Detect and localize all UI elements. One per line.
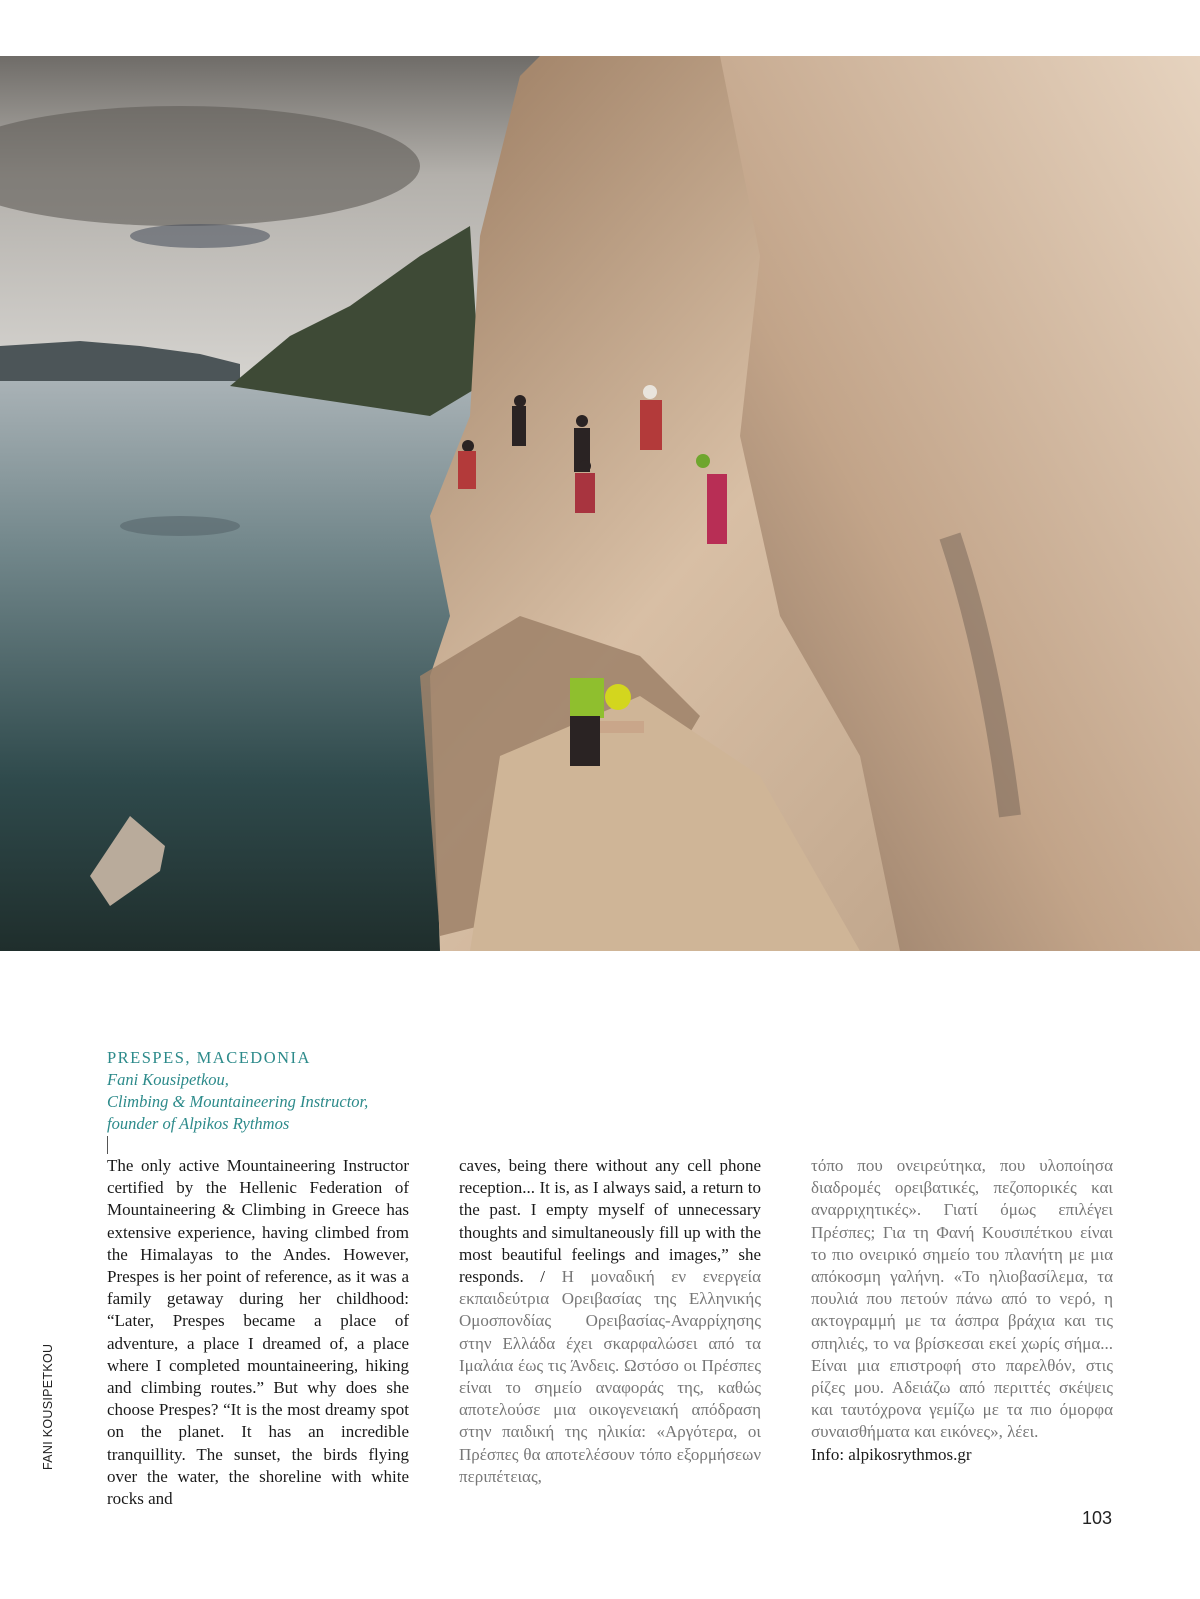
- greek-text: Η μοναδική εν ενεργεία εκπαιδεύτρια Ορειβασίας της Ελληνικής Ομοσπονδίας Ορειβασίας-Αναρρίχησης στην Ελλάδα έχει σκαρφαλώσει από τα Ιμαλάια έως τις Άνδεις. Ωστόσο οι Πρέσπες είναι το σημείο αναφοράς της, καθώς αποτελούσε μια οικογενειακή απόδραση στην παιδική της ηλικία: «Αργότερα, οι Πρέσπες θα αποτελέσουν τόπο εξορμήσεων περιπέτειας,: [459, 1267, 761, 1486]
- body-column-2: [459, 1155, 761, 1488]
- location-label: PRESPES, MACEDONIA: [107, 1048, 311, 1067]
- byline-title: Climbing & Mountaineering Instructor,: [107, 1092, 369, 1111]
- body-column-1: The only active Mountaineering Instructor certified by the Hellenic Federation of Mountaineering & Climbing in Greece has extensive experience, having climbed from the Himalayas to the Andes. However, Prespes is her point of reference, as it was a family getaway during her childhood: “Later, Prespes became a place of adventure, a place I dreamed of, a place where I completed mountaineering, hiking and climbing routes.” But why does she choose Prespes? “It is the most dreamy spot on the planet. It has an incredible tranquillity. The sunset, the birds flying over the water, the shoreline with white rocks and: [107, 1156, 409, 1509]
- article-header: [107, 1047, 427, 1154]
- photo-credit: FANI KOUSIPETKOU: [41, 1343, 55, 1470]
- hero-photo: [0, 56, 1200, 951]
- page-number: 103: [1081, 1508, 1112, 1528]
- byline-organization: founder of Alpikos Rythmos: [107, 1114, 290, 1133]
- climbers-cliff-lake-image: [0, 56, 1200, 951]
- greek-text: τόπο που ονειρεύτηκα, που υλοποίησα διαδρομές ορειβατικές, πεζοπορικές και αναρριχητικές». Γιατί όμως επιλέγει Πρέσπες; Για τη Φανή Κουσιπέτκου είναι το πιο ονειρικό σημείο του πλανήτη με μια απόκοσμη γαλήνη. «Το ηλιοβασίλεμα, τα πουλιά που πετούν πάνω από το νερό, η ακτογραμμή με τα άσπρα βράχια και τις σπηλιές, το να βρίσκεσαι εκεί χωρίς σήμα... Είναι μια επιστροφή στο παρελθόν, στις ρίζες μου. Αδειάζω από περιττές σκέψεις και ταυτόχρονα γεμίζω με τα πιο όμορφα συναισθήματα και εικόνες», λέει.: [811, 1156, 1113, 1442]
- header-divider: [107, 1136, 108, 1154]
- body-column-3: [811, 1155, 1113, 1466]
- english-text: caves, being there without any cell phone reception... It is, as I always said, a return to the past. I empty myself of unnecessary thoughts and simultaneously fill up with the most beautiful feelings and images,” she responds. /: [459, 1156, 761, 1287]
- byline-name: Fani Kousipetkou,: [107, 1070, 229, 1089]
- info-link: Info: alpikosrythmos.gr: [811, 1444, 972, 1464]
